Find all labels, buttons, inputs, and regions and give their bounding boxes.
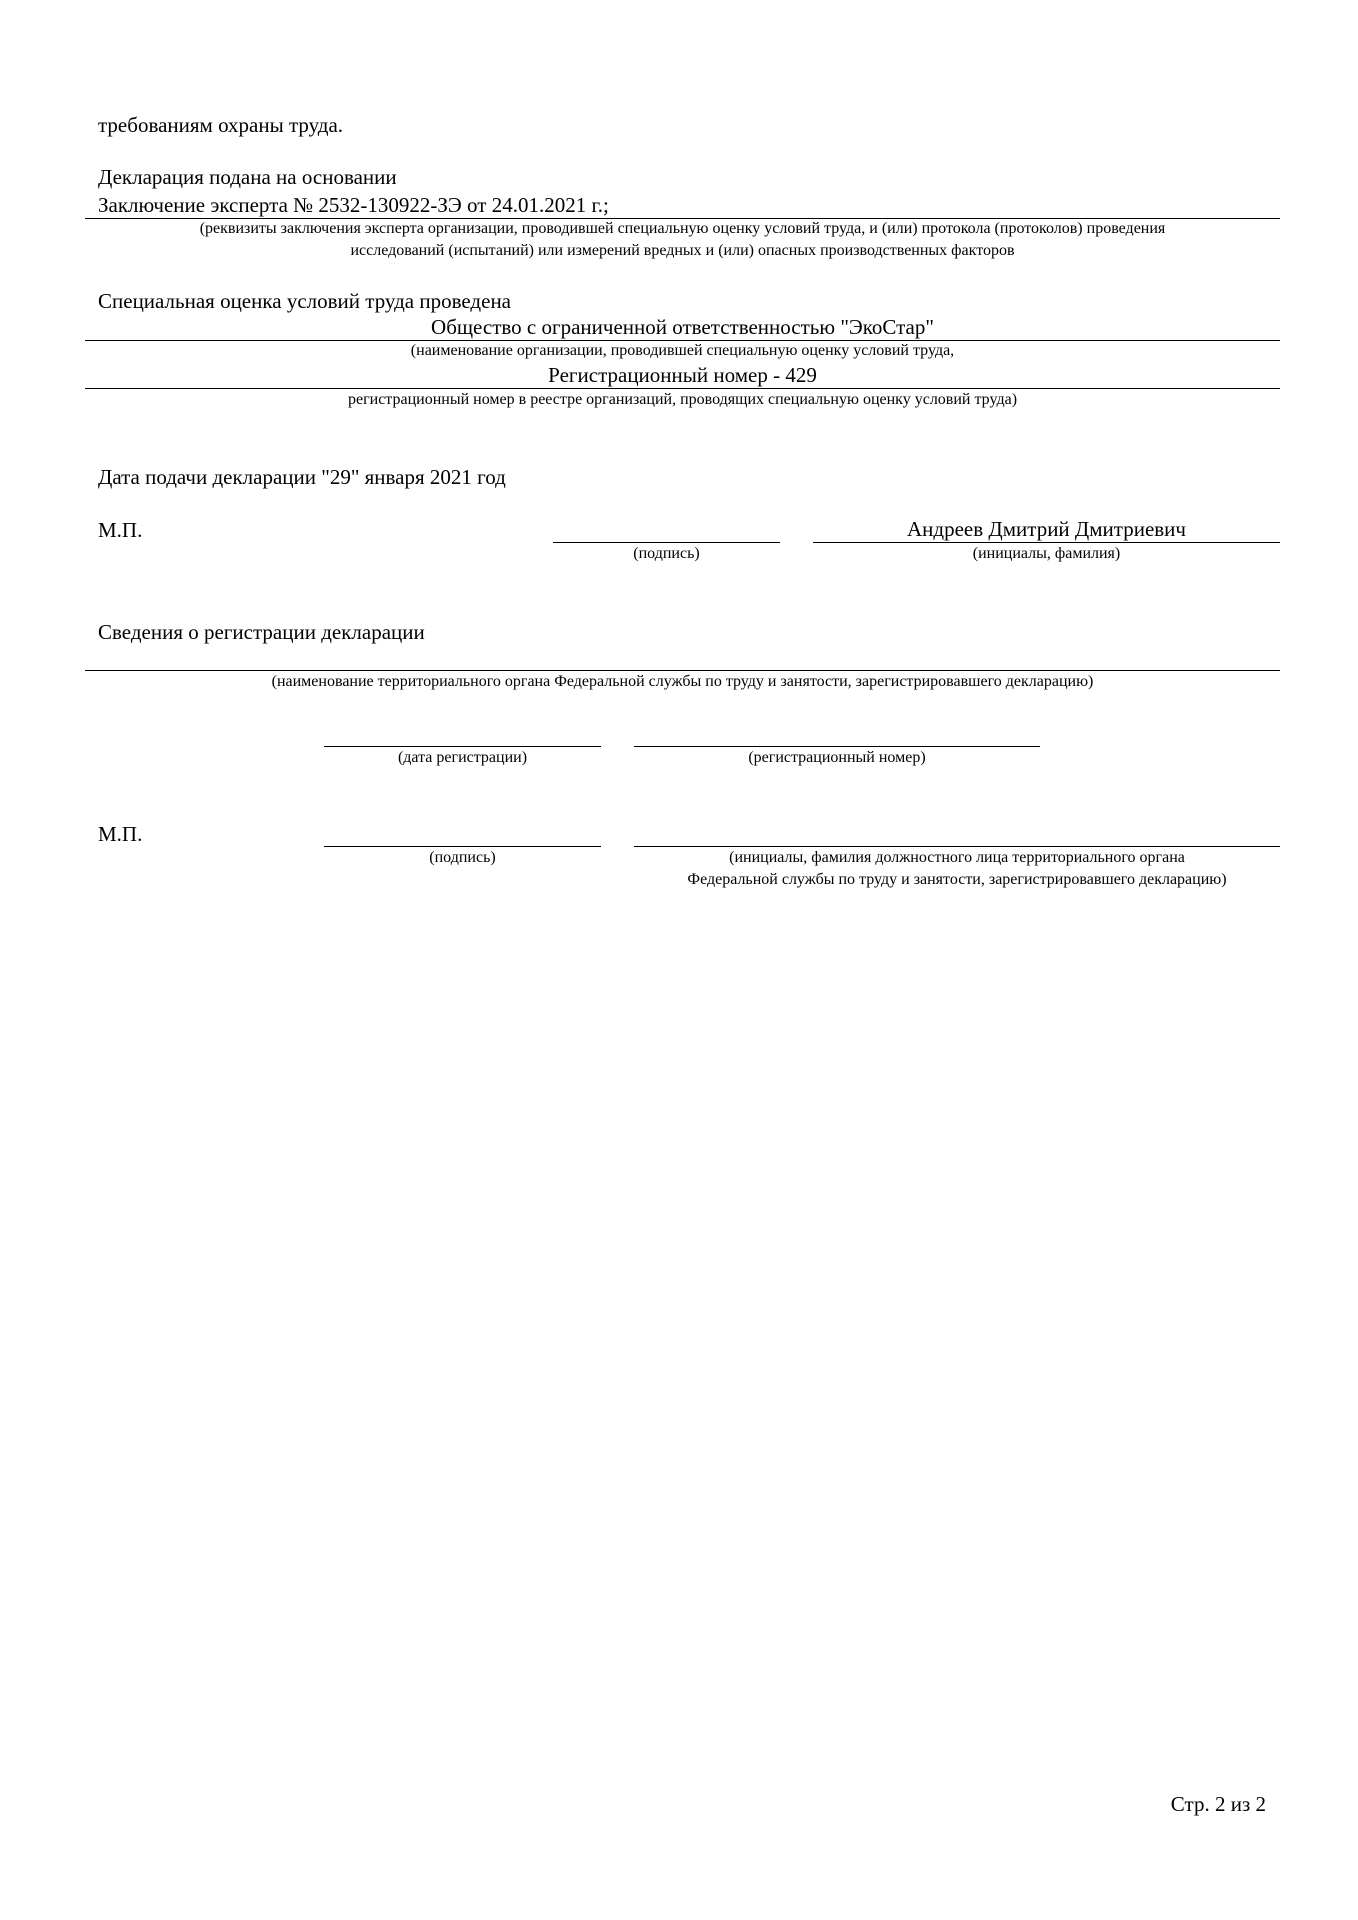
submission-signer-underline — [813, 542, 1280, 543]
registration-stamp: М.П. — [98, 822, 143, 846]
assessment-reg-number: Регистрационный номер - 429 — [548, 363, 817, 387]
basis-underline — [85, 218, 1280, 219]
basis-label: Декларация подана на основании — [98, 165, 397, 189]
assessment-label: Специальная оценка условий труда проведена — [98, 289, 511, 313]
registration-number-line — [634, 746, 1040, 747]
assessment-reg-underline — [85, 388, 1280, 389]
basis-value: Заключение эксперта № 2532-130922-ЗЭ от 24.01.2021 г.; — [98, 193, 609, 217]
registration-authority-line — [85, 670, 1280, 671]
basis-caption-line2: исследований (испытаний) или измерений вредных и (или) опасных производственных факторов — [350, 242, 1015, 259]
registration-signature-caption: (подпись) — [429, 849, 496, 866]
submission-stamp: М.П. — [98, 518, 143, 542]
registration-number-caption: (регистрационный номер) — [748, 749, 926, 766]
registration-date-caption: (дата регистрации) — [397, 749, 528, 766]
registration-official-caption-line2: Федеральной службы по труду и занятости, зарегистрировавшего декларацию) — [687, 871, 1227, 888]
registration-signature-line — [324, 846, 601, 847]
registration-heading: Сведения о регистрации декларации — [98, 620, 425, 644]
basis-caption-line1: (реквизиты заключения эксперта организации, проводившей специальную оценку условий труда, и (или) протокола (протоколов) проведения — [199, 220, 1166, 237]
submission-date: Дата подачи декларации "29" января 2021 год — [98, 465, 506, 489]
registration-authority-caption: (наименование территориального органа Федеральной службы по труду и занятости, зарегистрировавшего декларацию) — [271, 673, 1094, 690]
assessment-org-underline — [85, 340, 1280, 341]
registration-official-line — [634, 846, 1280, 847]
submission-signer-caption: (инициалы, фамилия) — [972, 545, 1121, 562]
intro-tail-text: требованиям охраны труда. — [98, 113, 344, 137]
assessment-org-caption: (наименование организации, проводившей специальную оценку условий труда, — [410, 342, 955, 359]
submission-signature-caption: (подпись) — [633, 545, 700, 562]
submission-signer-name: Андреев Дмитрий Дмитриевич — [907, 517, 1186, 541]
page-indicator: Стр. 2 из 2 — [1170, 1792, 1266, 1816]
registration-date-line — [324, 746, 601, 747]
assessment-reg-caption: регистрационный номер в реестре организаций, проводящих специальную оценку условий труда) — [347, 391, 1018, 408]
submission-signature-line — [553, 542, 780, 543]
registration-official-caption-line1: (инициалы, фамилия должностного лица территориального органа — [729, 849, 1185, 866]
assessment-org-name: Общество с ограниченной ответственностью "ЭкоСтар" — [431, 315, 934, 339]
